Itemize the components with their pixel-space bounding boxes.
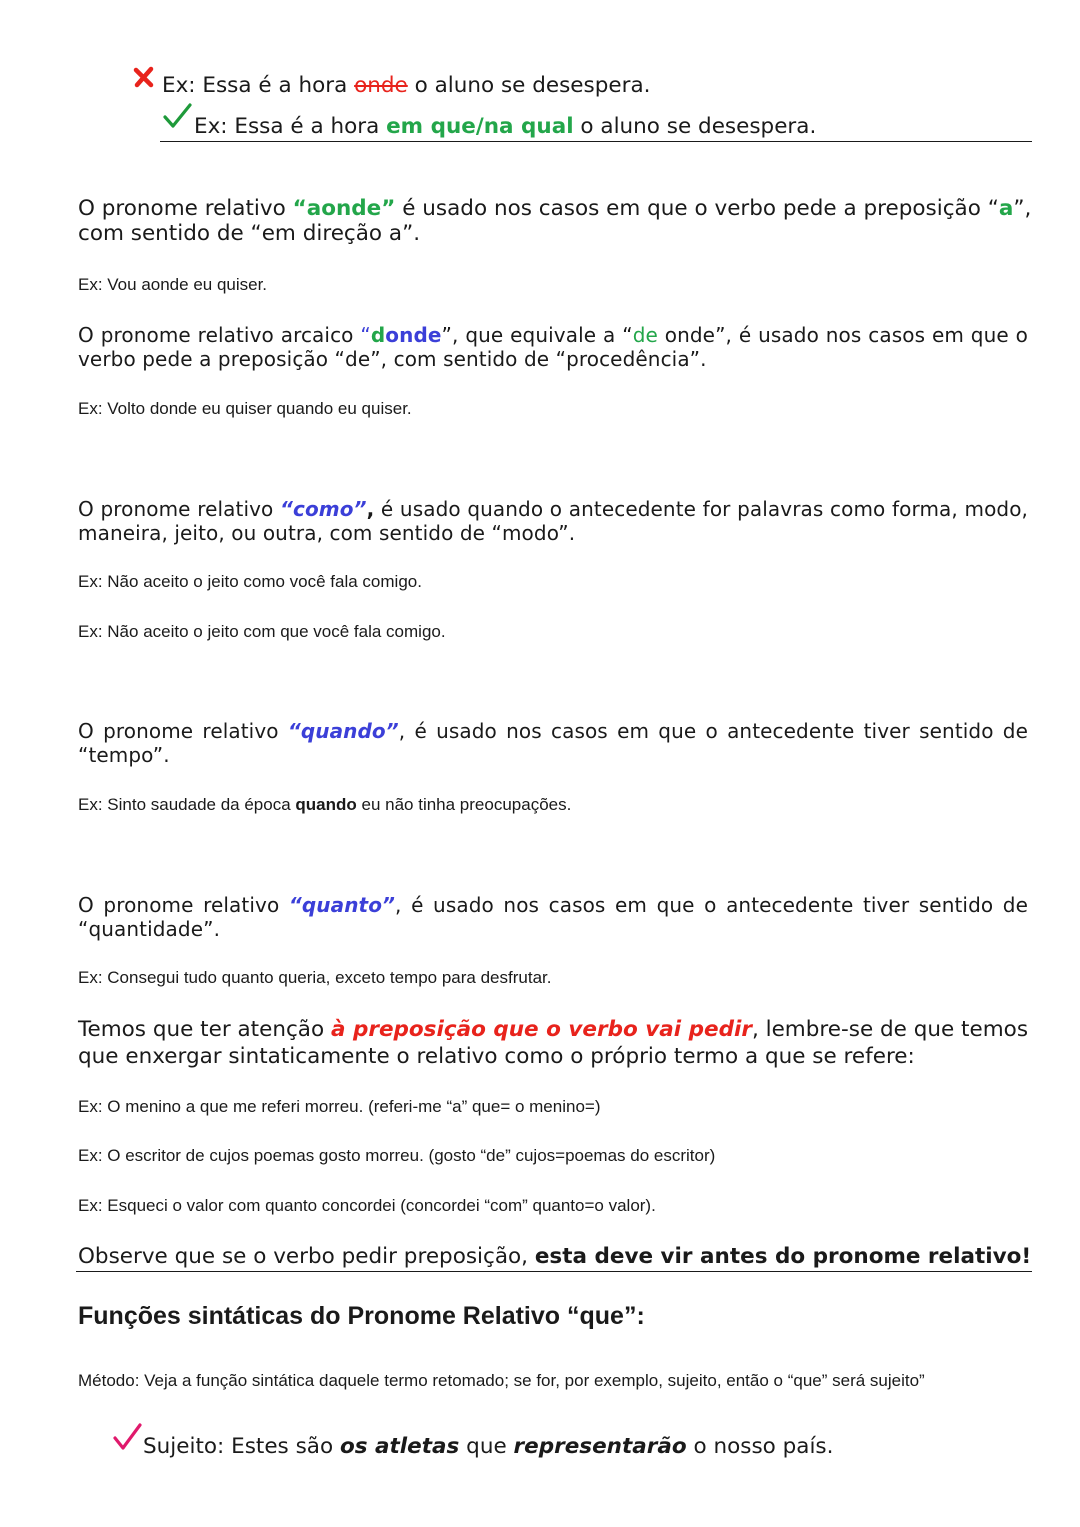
text: ”, que equivale a “ (441, 323, 633, 347)
bold-italic-term: os atletas (339, 1434, 460, 1459)
text: , é usado nos casos em que o antecedente tiver sentido de (395, 893, 1028, 917)
example-donde: Ex: Volto donde eu quiser quando eu quiser. (78, 399, 412, 418)
check-mark-icon (112, 1422, 142, 1452)
example-como-1: Ex: Não aceito o jeito como você fala comigo. (78, 572, 422, 591)
example-quanto: Ex: Consegui tudo quanto queria, exceto tempo para desfrutar. (78, 968, 552, 987)
paragraph-aonde (78, 196, 1032, 246)
paragraph-como (78, 497, 1028, 545)
example-wrong-suffix: o aluno se desespera. (407, 73, 651, 98)
text: eu não tinha preocupações. (356, 795, 572, 814)
term-donde-d: d (370, 323, 386, 347)
example-right-highlight: em que/na qual (386, 114, 574, 139)
paragraph-aonde-line2: com sentido de “em direção a”. (78, 221, 421, 246)
method-text: Método: Veja a função sintática daquele termo retomado; se for, por exemplo, sujeito, então o “que” será sujeito” (78, 1371, 925, 1390)
section-heading: Funções sintáticas do Pronome Relativo “que”: (78, 1302, 645, 1330)
example-right-suffix: o aluno se desespera. (573, 114, 817, 139)
text: Sujeito: Estes são (143, 1434, 340, 1459)
paragraph-attention-line1 (78, 1016, 1028, 1043)
paragraph-quando-line1 (78, 719, 1028, 743)
text: é usado nos casos em que o verbo pede a preposição “ (395, 196, 999, 221)
term-quanto: “quanto” (288, 893, 396, 917)
text: O pronome relativo (78, 719, 288, 743)
divider-line (160, 141, 1032, 142)
quote: “ (360, 323, 371, 347)
example-attention-1: Ex: O menino a que me referi morreu. (referi-me “a” que= o menino=) (78, 1097, 601, 1116)
paragraph-donde-line2: verbo pede a preposição “de”, com sentido de “procedência”. (78, 347, 707, 371)
term-preposition-a: a (998, 196, 1014, 221)
bold-italic-term: representarão (513, 1434, 687, 1459)
bold-word: quando (295, 795, 357, 814)
text: é usado quando o antecedente for palavras como forma, modo, (374, 497, 1028, 521)
text: O pronome relativo (78, 196, 293, 221)
paragraph-quanto (78, 893, 1028, 941)
comma: , (366, 497, 375, 521)
term-de: de (632, 323, 658, 347)
example-attention-2: Ex: O escritor de cujos poemas gosto morreu. (gosto “de” cujos=poemas do escritor) (78, 1146, 716, 1165)
term-donde-rest: onde (385, 323, 442, 347)
text: onde”, é usado nos casos em que o (657, 323, 1028, 347)
example-aonde: Ex: Vou aonde eu quiser. (78, 275, 268, 294)
cross-mark-icon (132, 65, 156, 89)
text: ”, (1013, 196, 1032, 221)
bold-statement: esta deve vir antes do pronome relativo! (534, 1244, 1032, 1269)
text: Observe que se o verbo pedir preposição, (78, 1244, 535, 1269)
paragraph-quando (78, 719, 1028, 767)
term-aonde: “aonde” (292, 196, 396, 221)
paragraph-attention (78, 1016, 1028, 1070)
highlight-preposition: à preposição que o verbo vai pedir (330, 1017, 752, 1042)
example-quando (78, 795, 571, 815)
term-como: “como” (280, 497, 367, 521)
check-mark-icon (162, 102, 192, 130)
paragraph-aonde-line1 (78, 196, 1032, 221)
paragraph-observe (78, 1244, 1032, 1269)
text: , é usado nos casos em que o antecedente tiver sentido de (398, 719, 1028, 743)
text: Temos que ter atenção (78, 1017, 331, 1042)
text: O pronome relativo (78, 893, 289, 917)
text: O pronome relativo arcaico (78, 323, 361, 347)
text: Ex: Sinto saudade da época (78, 795, 296, 814)
term-quando: “quando” (287, 719, 399, 743)
text: que (459, 1434, 514, 1459)
paragraph-donde (78, 323, 1028, 371)
paragraph-quanto-line1 (78, 893, 1028, 917)
example-attention-3: Ex: Esqueci o valor com quanto concordei (concordei “com” quanto=o valor). (78, 1196, 656, 1215)
paragraph-como-line2: maneira, jeito, ou outra, com sentido de “modo”. (78, 521, 576, 545)
paragraph-attention-line2: que enxergar sintaticamente o relativo como o próprio termo a que se refere: (78, 1044, 915, 1069)
example-wrong-struck-word: onde (354, 73, 408, 98)
paragraph-quanto-line2: “quantidade”. (78, 917, 221, 941)
paragraph-donde-line1 (78, 323, 1028, 347)
text: O pronome relativo (78, 497, 281, 521)
paragraph-quando-line2: “tempo”. (78, 743, 170, 767)
text: o nosso país. (686, 1434, 834, 1459)
example-wrong-prefix: Ex: Essa é a hora (162, 73, 355, 98)
text: , lembre-se de que temos (751, 1017, 1029, 1042)
example-como-2: Ex: Não aceito o jeito com que você fala comigo. (78, 622, 446, 641)
paragraph-como-line1 (78, 497, 1028, 521)
example-right-prefix: Ex: Essa é a hora (194, 114, 387, 139)
divider-line (76, 1271, 1032, 1272)
